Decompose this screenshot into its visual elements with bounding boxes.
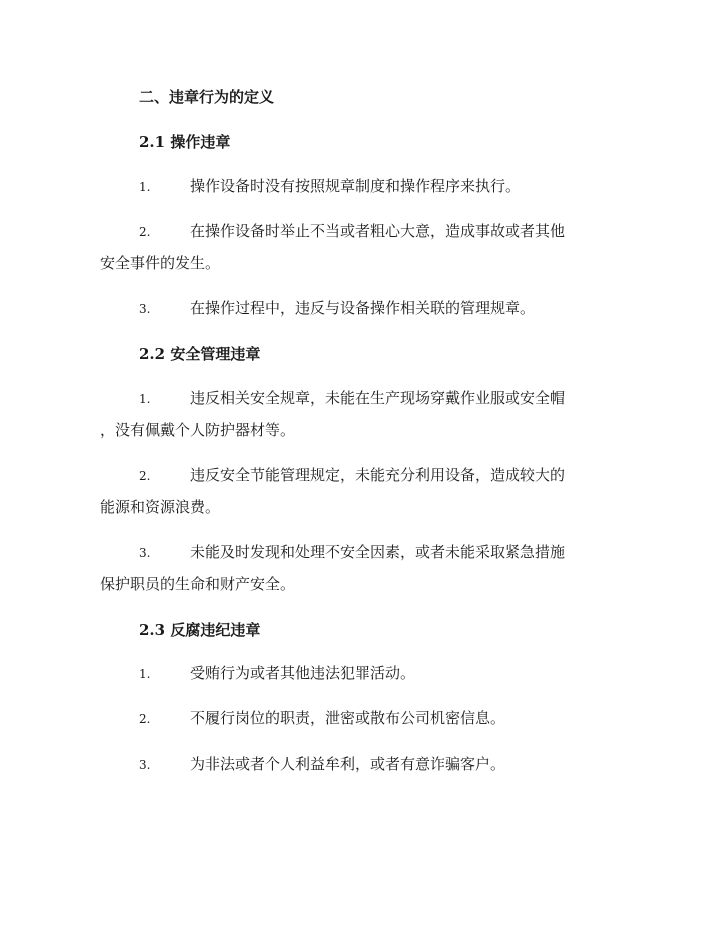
- item-number: 3.: [139, 758, 151, 772]
- item-text: 为非法或者个人利益牟利，或者有意诈骗客户。: [190, 755, 506, 773]
- item-number: 3.: [139, 546, 151, 560]
- list-item: [139, 170, 609, 202]
- item-number: 2.: [139, 225, 151, 239]
- item-number: 2.: [139, 712, 151, 726]
- list-item: [139, 292, 609, 324]
- item-text: 未能及时发现和处理不安全因素，或者未能采取紧急措施: [190, 543, 566, 561]
- item-text-continuation: ，没有佩戴个人防护器材等。: [100, 421, 296, 439]
- subsection-title-2-2: 2.2 安全管理违章: [139, 345, 261, 363]
- subsection-title-2-1: 2.1 操作违章: [139, 133, 231, 151]
- list-item: [139, 702, 609, 734]
- item-number: 1.: [139, 180, 151, 194]
- list-item: [139, 657, 609, 689]
- item-text: 操作设备时没有按照规章制度和操作程序来执行。: [190, 177, 521, 195]
- item-number: 1.: [139, 667, 151, 681]
- item-number: 1.: [139, 392, 151, 406]
- item-text-continuation: 安全事件的发生。: [100, 254, 221, 272]
- item-number: 3.: [139, 302, 151, 316]
- item-text: 在操作过程中，违反与设备操作相关联的管理规章。: [190, 299, 536, 317]
- section-title: 二、违章行为的定义: [139, 88, 275, 106]
- item-text: 违反安全节能管理规定，未能充分利用设备，造成较大的: [190, 466, 566, 484]
- subsection-title-2-3: 2.3 反腐违纪违章: [139, 621, 261, 639]
- list-item: [100, 215, 609, 279]
- list-item: [100, 382, 609, 446]
- item-text-continuation: 能源和资源浪费。: [100, 498, 221, 516]
- item-text: 在操作设备时举止不当或者粗心大意，造成事故或者其他: [190, 222, 566, 240]
- list-item: [100, 536, 609, 600]
- list-item: [100, 459, 609, 523]
- item-text-continuation: 保护职员的生命和财产安全。: [100, 575, 296, 593]
- item-number: 2.: [139, 469, 151, 483]
- item-text: 不履行岗位的职责，泄密或散布公司机密信息。: [190, 709, 506, 727]
- item-text: 受贿行为或者其他违法犯罪活动。: [190, 664, 416, 682]
- item-text: 违反相关安全规章，未能在生产现场穿戴作业服或安全帽: [190, 389, 566, 407]
- list-item: [139, 748, 609, 780]
